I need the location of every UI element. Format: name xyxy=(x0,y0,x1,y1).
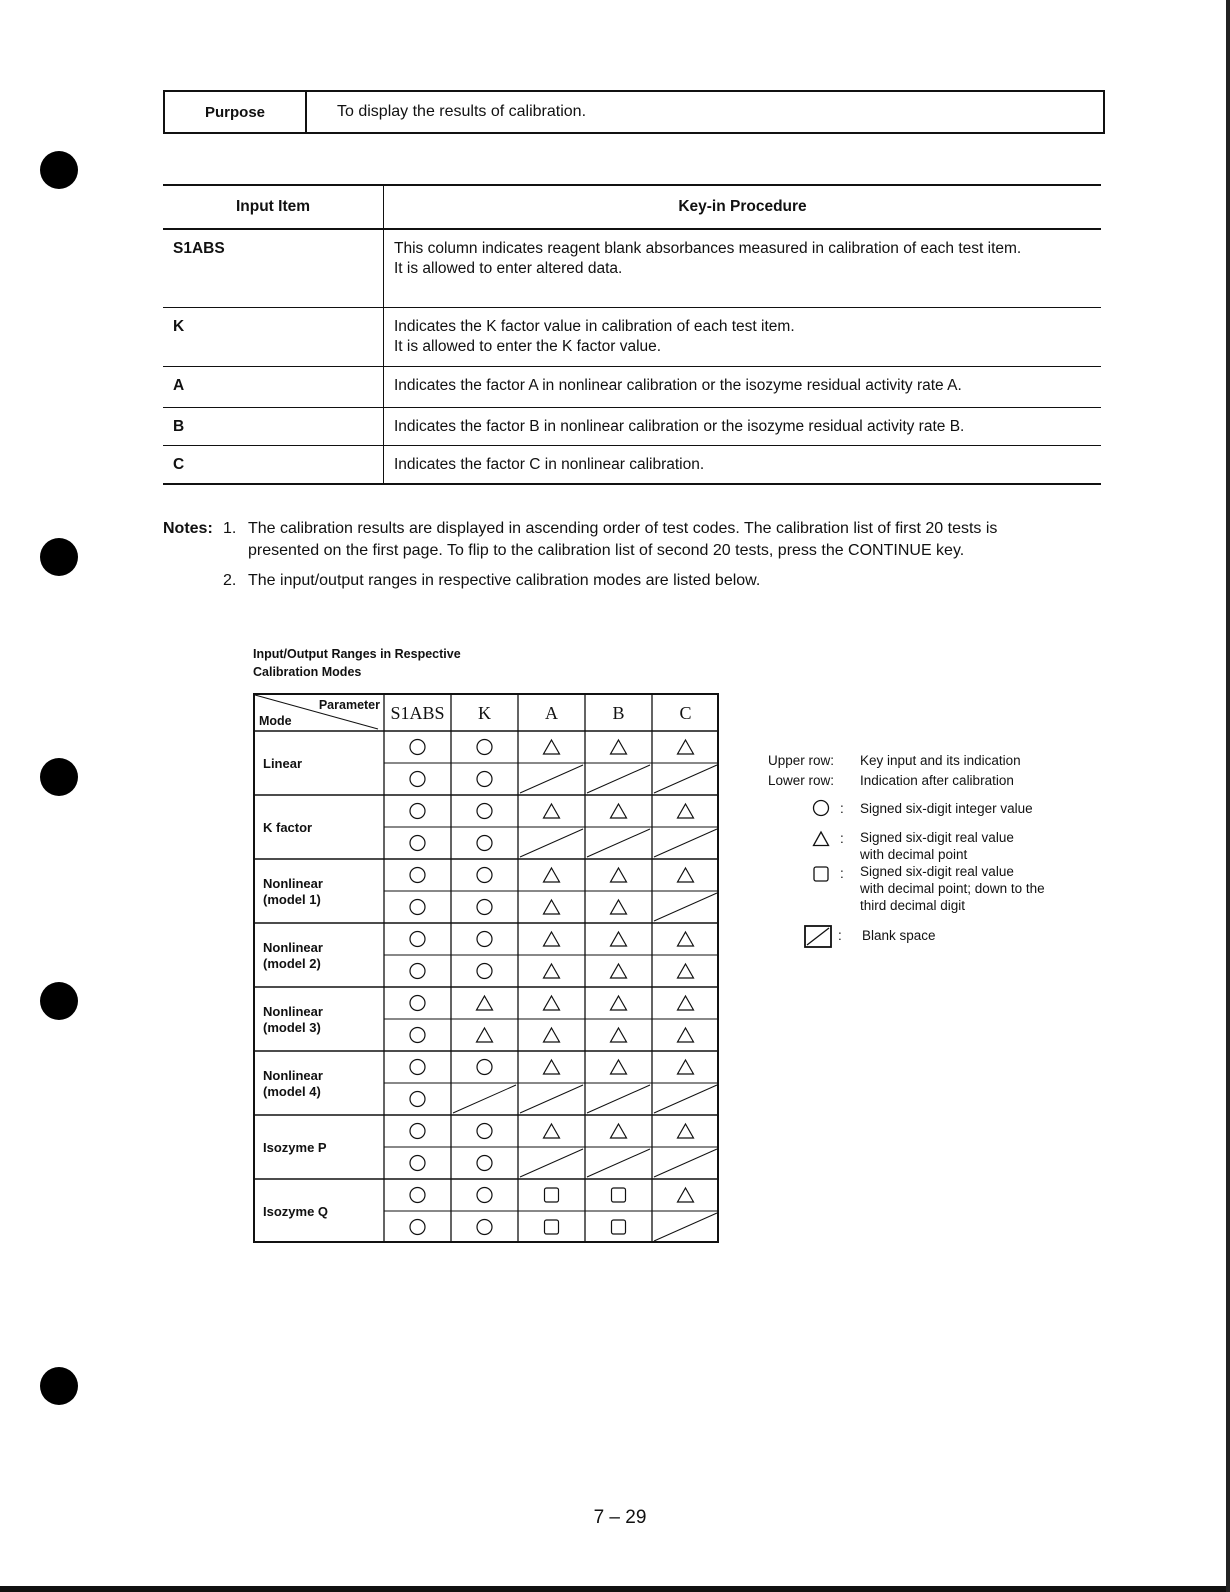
punch-hole xyxy=(40,758,78,796)
legend-blank-text xyxy=(862,927,1122,944)
notes xyxy=(163,518,1063,592)
blank-space-icon xyxy=(587,765,650,793)
item-procedure xyxy=(384,366,1102,407)
legend-line: Signed six-digit real value xyxy=(860,830,1014,845)
header-key-in-procedure: Key-in Procedure xyxy=(384,185,1102,229)
triangle-icon xyxy=(544,1028,560,1042)
circle-icon xyxy=(477,868,492,883)
triangle-icon xyxy=(678,1124,694,1138)
legend-colon: : xyxy=(840,801,844,816)
blank-space-icon xyxy=(520,1149,583,1177)
legend-line: Signed six-digit real value xyxy=(860,864,1014,879)
item-name: A xyxy=(163,366,384,407)
legend-circle-text xyxy=(860,800,1120,817)
circle-icon xyxy=(812,799,830,821)
triangle-icon xyxy=(678,868,694,882)
purpose-label: Purpose xyxy=(165,92,307,132)
legend-line: third decimal digit xyxy=(860,898,966,913)
table-row xyxy=(163,229,1101,307)
note-text: The input/output ranges in respective calibration modes are listed below. xyxy=(248,572,761,589)
table-row xyxy=(163,445,1101,484)
circle-icon xyxy=(410,740,425,755)
triangle-icon xyxy=(544,996,560,1010)
blank-space-icon xyxy=(587,1149,650,1177)
circle-icon xyxy=(410,964,425,979)
mode-label: Nonlinear xyxy=(263,876,323,891)
triangle-icon xyxy=(611,900,627,914)
page-edge xyxy=(0,1586,1230,1592)
note-text: The calibration results are displayed in ascending order of test codes. The calibration list of first 20 tests is presented on the first page. To flip to the calibration list of second 20 tests, press the CONTINUE key. xyxy=(248,520,998,559)
mode-label: (model 3) xyxy=(263,1020,321,1035)
triangle-icon xyxy=(544,1060,560,1074)
legend-upper-text: Key input and its indication xyxy=(860,753,1021,768)
blank-space-icon xyxy=(654,1085,717,1113)
triangle-icon xyxy=(611,1124,627,1138)
legend xyxy=(768,752,1045,943)
triangle-icon xyxy=(678,964,694,978)
circle-icon xyxy=(410,804,425,819)
triangle-icon xyxy=(544,804,560,818)
circle-icon xyxy=(410,1220,425,1235)
mode-label: Nonlinear xyxy=(263,1068,323,1083)
triangle-icon xyxy=(544,1124,560,1138)
triangle-icon xyxy=(611,740,627,754)
blank-space-icon xyxy=(520,765,583,793)
circle-icon xyxy=(477,900,492,915)
mode-label: (model 4) xyxy=(263,1084,321,1099)
legend-upper-row xyxy=(768,752,1021,772)
triangle-icon xyxy=(678,740,694,754)
punch-hole xyxy=(40,982,78,1020)
triangle-icon xyxy=(812,830,830,852)
triangle-icon xyxy=(611,1060,627,1074)
circle-icon xyxy=(410,1188,425,1203)
blank-space-icon xyxy=(520,1085,583,1113)
circle-icon xyxy=(477,804,492,819)
legend-triangle-text xyxy=(860,829,1120,863)
triangle-icon xyxy=(611,868,627,882)
square-icon xyxy=(545,1220,559,1234)
circle-icon xyxy=(477,1156,492,1171)
item-procedure xyxy=(384,445,1102,484)
note-item xyxy=(163,518,1063,562)
legend-colon: : xyxy=(840,866,844,881)
circle-icon xyxy=(477,772,492,787)
procedure-line: Indicates the factor A in nonlinear calibration or the isozyme residual activity rate A. xyxy=(394,376,962,394)
triangle-icon xyxy=(611,804,627,818)
procedure-line: It is allowed to enter altered data. xyxy=(394,260,623,277)
mode-label: Nonlinear xyxy=(263,1004,323,1019)
blank-space-icon xyxy=(654,829,717,857)
mode-table xyxy=(253,693,725,1243)
triangle-icon xyxy=(544,868,560,882)
triangle-icon xyxy=(611,1028,627,1042)
blank-space-icon xyxy=(587,829,650,857)
procedure-line: Indicates the factor B in nonlinear calibration or the isozyme residual activity rate B. xyxy=(394,417,965,435)
item-name: K xyxy=(163,307,384,366)
punch-hole xyxy=(40,151,78,189)
punch-hole xyxy=(40,538,78,576)
item-name: B xyxy=(163,407,384,445)
circle-icon xyxy=(410,900,425,915)
table-border xyxy=(254,694,718,1242)
circle-icon xyxy=(410,932,425,947)
blank-space-icon xyxy=(520,829,583,857)
item-name: S1ABS xyxy=(163,229,384,307)
square-icon xyxy=(612,1220,626,1234)
legend-line: Blank space xyxy=(862,928,936,943)
blank-space-icon xyxy=(654,1213,717,1241)
note-item xyxy=(163,570,1063,592)
mode-label: (model 2) xyxy=(263,956,321,971)
blank-space-icon xyxy=(453,1085,516,1113)
punch-hole xyxy=(40,1367,78,1405)
circle-icon xyxy=(410,1092,425,1107)
triangle-icon xyxy=(544,740,560,754)
legend-colon: : xyxy=(840,831,844,846)
circle-icon xyxy=(477,1220,492,1235)
table-row xyxy=(163,307,1101,366)
square-icon xyxy=(812,865,830,887)
circle-icon xyxy=(410,1124,425,1139)
triangle-icon xyxy=(678,932,694,946)
purpose-text: To display the results of calibration. xyxy=(337,103,587,120)
purpose-box xyxy=(163,90,1105,134)
blank-space-icon xyxy=(654,1149,717,1177)
notes-label: Notes: xyxy=(163,520,213,537)
circle-icon xyxy=(477,932,492,947)
triangle-icon xyxy=(544,900,560,914)
mode-label: Nonlinear xyxy=(263,940,323,955)
note-number: 2. xyxy=(223,572,237,589)
legend-upper-label: Upper row: xyxy=(768,753,835,768)
item-procedure xyxy=(384,307,1102,366)
page-number: 7 – 29 xyxy=(593,1507,647,1528)
legend-lower-text: Indication after calibration xyxy=(860,773,1014,788)
column-header: K xyxy=(478,703,491,723)
circle-icon xyxy=(410,1028,425,1043)
corner-mode-label: Mode xyxy=(259,714,292,728)
square-icon xyxy=(545,1188,559,1202)
triangle-icon xyxy=(544,932,560,946)
legend-lower-row xyxy=(768,772,1021,792)
item-name: C xyxy=(163,445,384,484)
circle-icon xyxy=(410,1156,425,1171)
blank-space-icon xyxy=(804,925,834,953)
mode-table-title-line: Calibration Modes xyxy=(253,665,362,679)
legend-line: with decimal point; down to the xyxy=(860,881,1045,896)
mode-label: K factor xyxy=(263,820,313,835)
page-edge xyxy=(1226,0,1230,1592)
triangle-icon xyxy=(678,996,694,1010)
header-input-item: Input Item xyxy=(163,185,384,229)
triangle-icon xyxy=(611,964,627,978)
table-row xyxy=(163,366,1101,407)
triangle-icon xyxy=(678,1028,694,1042)
mode-label: (model 1) xyxy=(263,892,321,907)
circle-icon xyxy=(477,740,492,755)
column-header: S1ABS xyxy=(390,703,445,723)
circle-icon xyxy=(410,996,425,1011)
mode-table-title xyxy=(253,645,461,681)
triangle-icon xyxy=(477,1028,493,1042)
legend-lower-label: Lower row: xyxy=(768,773,835,788)
square-icon xyxy=(612,1188,626,1202)
circle-icon xyxy=(477,836,492,851)
triangle-icon xyxy=(678,804,694,818)
column-header: B xyxy=(612,703,625,723)
mode-label: Linear xyxy=(263,756,303,771)
mode-label: Isozyme P xyxy=(263,1140,327,1155)
circle-icon xyxy=(410,836,425,851)
circle-icon xyxy=(410,772,425,787)
procedure-line: Indicates the factor C in nonlinear calibration. xyxy=(394,455,705,473)
triangle-icon xyxy=(611,932,627,946)
triangle-icon xyxy=(678,1060,694,1074)
table-row xyxy=(163,407,1101,445)
item-procedure xyxy=(384,407,1102,445)
blank-space-icon xyxy=(654,765,717,793)
circle-icon xyxy=(477,1124,492,1139)
circle-icon xyxy=(410,868,425,883)
triangle-icon xyxy=(678,1188,694,1202)
circle-icon xyxy=(477,1188,492,1203)
triangle-icon xyxy=(544,964,560,978)
triangle-icon xyxy=(477,996,493,1010)
circle-icon xyxy=(477,1060,492,1075)
blank-space-icon xyxy=(587,1085,650,1113)
legend-colon: : xyxy=(838,928,842,943)
blank-space-icon xyxy=(654,893,717,921)
column-header: C xyxy=(679,703,692,723)
triangle-icon xyxy=(611,996,627,1010)
corner-parameter-label: Parameter xyxy=(318,698,380,712)
circle-icon xyxy=(410,1060,425,1075)
input-item-table xyxy=(163,184,1101,485)
item-procedure xyxy=(384,229,1102,307)
legend-square-text xyxy=(860,863,1120,914)
legend-line: Signed six-digit integer value xyxy=(860,801,1033,816)
column-header: A xyxy=(545,703,558,723)
procedure-line: This column indicates reagent blank absorbances measured in calibration of each test item. xyxy=(394,240,1022,257)
mode-label: Isozyme Q xyxy=(263,1204,329,1219)
circle-icon xyxy=(477,964,492,979)
procedure-line: It is allowed to enter the K factor value. xyxy=(394,337,662,355)
legend-line: with decimal point xyxy=(860,847,968,862)
note-number: 1. xyxy=(223,520,237,537)
mode-table-title-line: Input/Output Ranges in Respective xyxy=(253,647,461,661)
procedure-line: Indicates the K factor value in calibration of each test item. xyxy=(394,317,795,335)
